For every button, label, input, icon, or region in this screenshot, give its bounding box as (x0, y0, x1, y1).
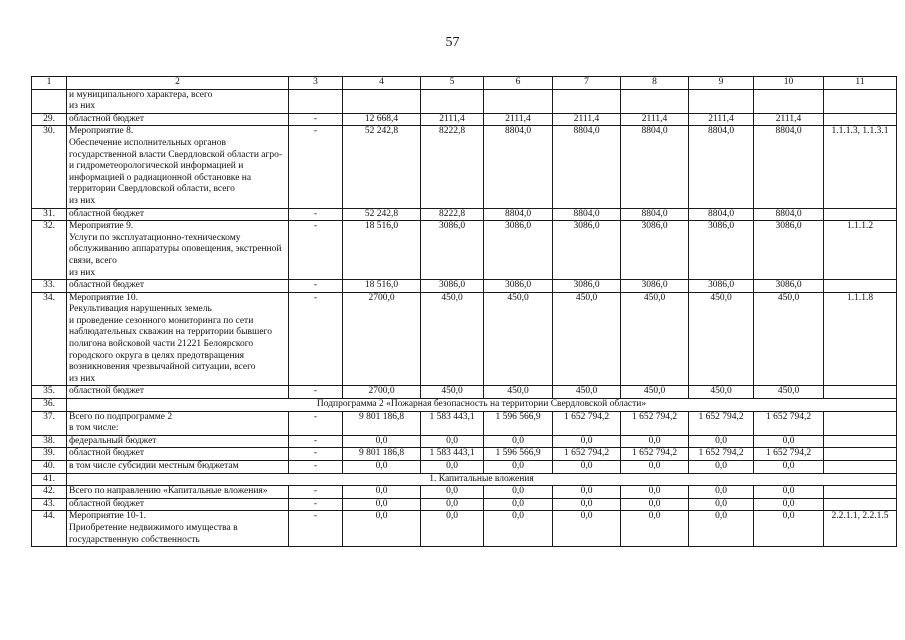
row-target-ref (824, 411, 897, 435)
row-number (32, 89, 67, 113)
row-value: 0,0 (754, 435, 824, 448)
row-name: в том числе субсидии местным бюджетам (67, 461, 289, 474)
row-value: 0,0 (484, 511, 553, 547)
row-name: областной бюджет (67, 448, 289, 461)
row-value: 0,0 (484, 461, 553, 474)
row-value: 2111,4 (421, 113, 484, 126)
row-number: 29. (32, 113, 67, 126)
row-value: 1 583 443,1 (421, 448, 484, 461)
row-value: 3086,0 (553, 221, 621, 280)
row-value: 1 652 794,2 (553, 448, 621, 461)
row-target-ref (824, 498, 897, 511)
row-value: 0,0 (343, 498, 421, 511)
row-number: 31. (32, 208, 67, 221)
column-number-header: 2 (67, 77, 289, 90)
row-value: 0,0 (621, 486, 689, 499)
row-value: 8804,0 (689, 208, 754, 221)
column-number-header: 6 (484, 77, 553, 90)
row-value: 12 668,4 (343, 113, 421, 126)
row-value: 3086,0 (421, 280, 484, 293)
row-col3: - (289, 411, 343, 435)
row-value (343, 89, 421, 113)
page-number: 57 (445, 35, 460, 50)
row-number: 35. (32, 386, 67, 399)
row-col3: - (289, 498, 343, 511)
row-value: 3086,0 (621, 280, 689, 293)
row-value: 8804,0 (621, 126, 689, 208)
column-number-header: 11 (824, 77, 897, 90)
row-value: 3086,0 (421, 221, 484, 280)
row-value: 1 652 794,2 (621, 411, 689, 435)
row-number: 38. (32, 435, 67, 448)
row-value: 450,0 (484, 292, 553, 386)
column-number-header: 10 (754, 77, 824, 90)
row-value: 3086,0 (689, 280, 754, 293)
row-name: областной бюджет (67, 113, 289, 126)
row-value: 2111,4 (484, 113, 553, 126)
table-row (32, 113, 897, 126)
row-value: 0,0 (689, 435, 754, 448)
row-value: 0,0 (343, 511, 421, 547)
row-name: областной бюджет (67, 498, 289, 511)
row-value: 9 801 186,8 (343, 448, 421, 461)
row-value (484, 89, 553, 113)
column-number-header: 8 (621, 77, 689, 90)
row-number: 32. (32, 221, 67, 280)
row-col3: - (289, 126, 343, 208)
table-row (32, 486, 897, 499)
row-value: 0,0 (553, 498, 621, 511)
row-value: 1 596 566,9 (484, 411, 553, 435)
row-value: 0,0 (484, 486, 553, 499)
row-col3: - (289, 386, 343, 399)
row-name: федеральный бюджет (67, 435, 289, 448)
row-value: 0,0 (421, 498, 484, 511)
row-value: 2700,0 (343, 292, 421, 386)
row-name: областной бюджет (67, 280, 289, 293)
column-number-header-row (32, 77, 897, 90)
table-row (32, 511, 897, 547)
row-value: 3086,0 (484, 221, 553, 280)
row-target-ref: 1.1.1.2 (824, 221, 897, 280)
row-value: 0,0 (343, 435, 421, 448)
table-row (32, 461, 897, 474)
row-target-ref: 1.1.1.3, 1.1.3.1 (824, 126, 897, 208)
row-name: Мероприятие 10-1. Приобретение недвижимого имущества в государственную собственность (67, 511, 289, 547)
row-value: 0,0 (621, 435, 689, 448)
row-value: 0,0 (754, 498, 824, 511)
row-value: 0,0 (621, 498, 689, 511)
row-col3: - (289, 461, 343, 474)
row-value: 450,0 (754, 292, 824, 386)
row-col3: - (289, 208, 343, 221)
column-number-header: 1 (32, 77, 67, 90)
row-value: 2111,4 (553, 113, 621, 126)
row-name: Всего по направлению «Капитальные вложения» (67, 486, 289, 499)
table-row (32, 411, 897, 435)
table-row (32, 498, 897, 511)
column-number-header: 5 (421, 77, 484, 90)
row-value: 0,0 (754, 511, 824, 547)
row-target-ref (824, 435, 897, 448)
row-value: 8804,0 (553, 126, 621, 208)
section-title: 1. Капитальные вложения (67, 473, 897, 486)
row-value: 450,0 (421, 292, 484, 386)
row-value: 0,0 (689, 486, 754, 499)
row-value: 8804,0 (484, 208, 553, 221)
column-number-header: 9 (689, 77, 754, 90)
row-value (553, 89, 621, 113)
row-value: 8804,0 (754, 126, 824, 208)
row-value: 0,0 (343, 486, 421, 499)
row-value: 0,0 (343, 461, 421, 474)
table-row (32, 208, 897, 221)
row-value: 8222,8 (421, 126, 484, 208)
row-target-ref (824, 280, 897, 293)
row-name: Мероприятие 10. Рекультивация нарушенных земель и проведение сезонного мониторинга по сети наблюдательных скважин на территории бывшего полигона войсковой части 21221 Белоярского городского округа в целях предотвращения возникновения чрезвычайной ситуации, всего из них (67, 292, 289, 386)
row-value: 18 516,0 (343, 221, 421, 280)
row-value: 1 652 794,2 (689, 448, 754, 461)
row-value: 0,0 (421, 486, 484, 499)
row-number: 34. (32, 292, 67, 386)
row-number: 30. (32, 126, 67, 208)
column-number-header: 4 (343, 77, 421, 90)
table-row (32, 292, 897, 386)
row-col3 (289, 89, 343, 113)
row-value: 1 652 794,2 (754, 411, 824, 435)
table-row (32, 386, 897, 399)
row-value: 8804,0 (484, 126, 553, 208)
table-row (32, 435, 897, 448)
row-value: 8804,0 (689, 126, 754, 208)
row-value: 3086,0 (754, 221, 824, 280)
row-name: областной бюджет (67, 386, 289, 399)
row-value: 3086,0 (553, 280, 621, 293)
row-value: 450,0 (421, 386, 484, 399)
row-value: 1 652 794,2 (689, 411, 754, 435)
row-value: 0,0 (553, 461, 621, 474)
row-target-ref: 1.1.1.8 (824, 292, 897, 386)
row-value: 0,0 (421, 461, 484, 474)
row-value: 1 652 794,2 (553, 411, 621, 435)
row-value: 18 516,0 (343, 280, 421, 293)
table-row (32, 221, 897, 280)
row-value (421, 89, 484, 113)
row-number: 44. (32, 511, 67, 547)
row-value: 52 242,8 (343, 208, 421, 221)
row-value: 3086,0 (689, 221, 754, 280)
row-name: Мероприятие 8. Обеспечение исполнительных органов государственной власти Свердловской области агро- и гидрометеорологической информацией и информацией о радиационной обстановке на территории Свердловской области, всего из них (67, 126, 289, 208)
row-value: 1 583 443,1 (421, 411, 484, 435)
row-value: 52 242,8 (343, 126, 421, 208)
row-value: 0,0 (553, 486, 621, 499)
row-col3: - (289, 113, 343, 126)
row-value: 2700,0 (343, 386, 421, 399)
row-target-ref: 2.2.1.1, 2.2.1.5 (824, 511, 897, 547)
row-col3: - (289, 292, 343, 386)
row-value: 1 652 794,2 (754, 448, 824, 461)
row-target-ref (824, 386, 897, 399)
row-value: 3086,0 (484, 280, 553, 293)
row-number: 42. (32, 486, 67, 499)
table-row (32, 448, 897, 461)
row-value: 8804,0 (621, 208, 689, 221)
table-row (32, 126, 897, 208)
row-value: 0,0 (553, 435, 621, 448)
row-value: 0,0 (484, 498, 553, 511)
row-value: 450,0 (621, 292, 689, 386)
row-col3: - (289, 448, 343, 461)
row-value: 0,0 (553, 511, 621, 547)
row-value: 3086,0 (621, 221, 689, 280)
row-col3: - (289, 435, 343, 448)
row-value: 2111,4 (689, 113, 754, 126)
row-target-ref (824, 486, 897, 499)
row-number: 40. (32, 461, 67, 474)
row-value: 1 652 794,2 (621, 448, 689, 461)
row-number: 39. (32, 448, 67, 461)
section-title: Подпрограмма 2 «Пожарная безопасность на территории Свердловской области» (67, 399, 897, 412)
row-value: 450,0 (484, 386, 553, 399)
row-col3: - (289, 486, 343, 499)
row-number: 41. (32, 473, 67, 486)
row-value: 450,0 (689, 292, 754, 386)
row-value: 450,0 (689, 386, 754, 399)
row-value (754, 89, 824, 113)
row-value: 0,0 (421, 511, 484, 547)
row-name: Всего по подпрограмме 2 в том числе: (67, 411, 289, 435)
row-target-ref (824, 208, 897, 221)
row-value: 0,0 (621, 511, 689, 547)
table-row (32, 399, 897, 412)
table-row (32, 473, 897, 486)
row-target-ref (824, 113, 897, 126)
row-value: 0,0 (689, 511, 754, 547)
row-value: 0,0 (689, 461, 754, 474)
row-value: 450,0 (621, 386, 689, 399)
row-value: 0,0 (421, 435, 484, 448)
row-value: 8804,0 (754, 208, 824, 221)
budget-table (31, 76, 897, 547)
row-number: 33. (32, 280, 67, 293)
row-name: Мероприятие 9. Услуги по эксплуатационно-техническому обслуживанию аппаратуры оповещения, экстренной связи, всего из них (67, 221, 289, 280)
row-value: 0,0 (689, 498, 754, 511)
row-value (689, 89, 754, 113)
column-number-header: 3 (289, 77, 343, 90)
row-number: 36. (32, 399, 67, 412)
table-body (32, 77, 897, 547)
row-value: 450,0 (754, 386, 824, 399)
column-number-header: 7 (553, 77, 621, 90)
row-value: 2111,4 (621, 113, 689, 126)
row-value: 8222,8 (421, 208, 484, 221)
row-target-ref (824, 448, 897, 461)
row-value: 1 596 566,9 (484, 448, 553, 461)
table-row (32, 89, 897, 113)
row-value: 3086,0 (754, 280, 824, 293)
row-value: 0,0 (754, 486, 824, 499)
row-value: 450,0 (553, 292, 621, 386)
row-col3: - (289, 221, 343, 280)
row-value: 0,0 (484, 435, 553, 448)
row-value: 2111,4 (754, 113, 824, 126)
table-row (32, 280, 897, 293)
row-target-ref (824, 461, 897, 474)
row-value: 450,0 (553, 386, 621, 399)
row-target-ref (824, 89, 897, 113)
row-value: 0,0 (754, 461, 824, 474)
row-col3: - (289, 511, 343, 547)
row-name: областной бюджет (67, 208, 289, 221)
row-value: 9 801 186,8 (343, 411, 421, 435)
row-name: и муниципального характера, всего из них (67, 89, 289, 113)
row-value: 8804,0 (553, 208, 621, 221)
row-value (621, 89, 689, 113)
row-number: 43. (32, 498, 67, 511)
row-col3: - (289, 280, 343, 293)
row-value: 0,0 (621, 461, 689, 474)
row-number: 37. (32, 411, 67, 435)
